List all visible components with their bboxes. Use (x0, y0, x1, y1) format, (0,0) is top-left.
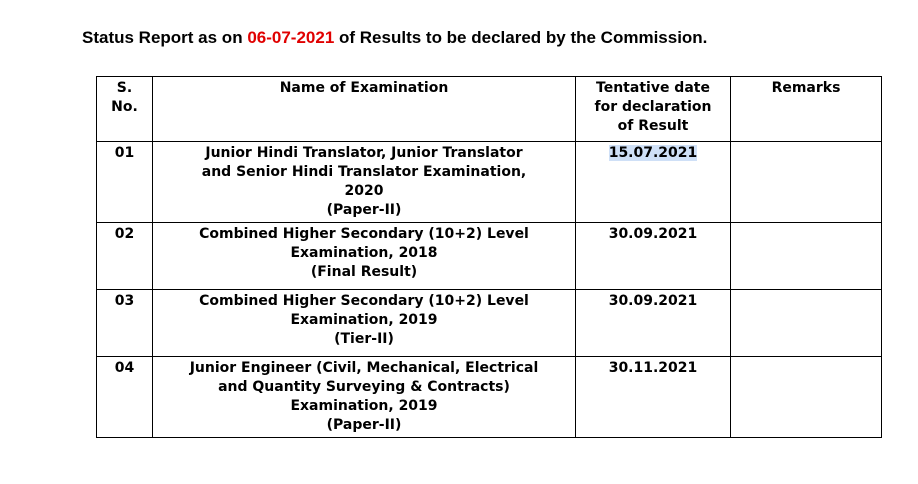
header-sno (97, 77, 153, 142)
header-name (153, 77, 576, 142)
title-date: 06-07-2021 (247, 28, 335, 47)
header-tentative-date (576, 77, 731, 142)
row-remarks (731, 223, 882, 290)
title-prefix: Status Report as on (82, 28, 248, 47)
exam-name-line: Junior Engineer (Civil, Mechanical, Electrical (189, 360, 539, 376)
row-tentative-date: 30.11.2021 (576, 357, 731, 438)
table-row (97, 290, 882, 357)
row-exam-name (153, 223, 576, 290)
header-remarks (731, 77, 882, 142)
exam-name-line: (Paper-II) (326, 417, 402, 433)
table-row (97, 223, 882, 290)
table-header-row (97, 77, 882, 142)
page-title (82, 28, 707, 48)
row-tentative-date: 30.09.2021 (576, 223, 731, 290)
exam-name-line: (Tier-II) (334, 331, 394, 347)
header-remarks-label: Remarks (771, 80, 841, 96)
header-tentative-line3: of Result (617, 118, 689, 134)
row-tentative-date (576, 142, 731, 223)
results-status-table (96, 76, 882, 438)
row-tentative-date: 30.09.2021 (576, 290, 731, 357)
selected-date-text: 15.07.2021 (608, 145, 698, 161)
row-remarks (731, 357, 882, 438)
header-sno-line2: No. (111, 99, 138, 115)
exam-name-line: and Quantity Surveying & Contracts) (218, 379, 510, 395)
exam-name-line: (Final Result) (310, 264, 418, 280)
exam-name-line: Examination, 2019 (290, 398, 438, 414)
row-sno: 01 (97, 142, 153, 223)
row-sno: 03 (97, 290, 153, 357)
title-suffix: of Results to be declared by the Commission. (334, 28, 708, 47)
row-remarks (731, 142, 882, 223)
exam-name-line: and Senior Hindi Translator Examination, (201, 164, 527, 180)
header-sno-line1: S. (116, 80, 133, 96)
header-tentative-line1: Tentative date (596, 80, 710, 96)
exam-name-line: Junior Hindi Translator, Junior Translator (205, 145, 523, 161)
table-row (97, 357, 882, 438)
table-row (97, 142, 882, 223)
header-tentative-line2: for declaration (594, 99, 712, 115)
exam-name-line: Examination, 2019 (290, 312, 438, 328)
exam-name-line: Examination, 2018 (290, 245, 438, 261)
row-sno: 04 (97, 357, 153, 438)
row-exam-name (153, 142, 576, 223)
row-sno: 02 (97, 223, 153, 290)
exam-name-line: Combined Higher Secondary (10+2) Level (199, 293, 529, 309)
exam-name-line: Combined Higher Secondary (10+2) Level (199, 226, 529, 242)
row-exam-name (153, 357, 576, 438)
header-name-label: Name of Examination (279, 80, 449, 96)
row-exam-name (153, 290, 576, 357)
exam-name-line: (Paper-II) (326, 202, 402, 218)
row-remarks (731, 290, 882, 357)
exam-name-line: 2020 (344, 183, 384, 199)
